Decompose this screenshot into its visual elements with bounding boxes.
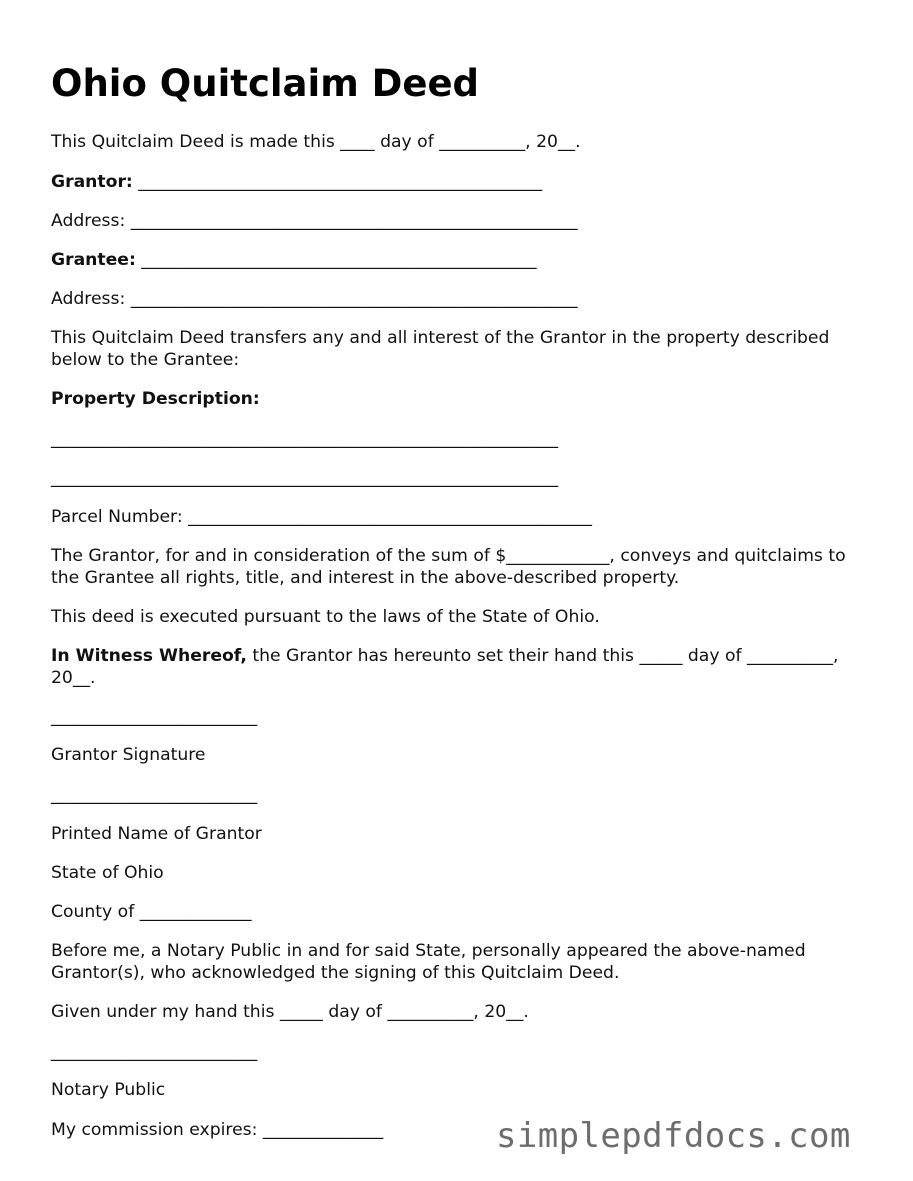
county-field[interactable]: _____________: [139, 902, 252, 922]
transfer-paragraph: This Quitclaim Deed transfers any and all interest of the Grantor in the property described below to the Grantee:: [51, 328, 830, 370]
consideration-amount-field[interactable]: ____________: [506, 546, 610, 566]
grantor-signature-label: Grantor Signature: [51, 745, 206, 765]
witness-text-mid: day of: [682, 646, 748, 666]
notary-public-label: Notary Public: [51, 1080, 166, 1100]
consideration-text-pre: The Grantor, for and in consideration of the sum of $: [51, 546, 507, 566]
printed-name-label: Printed Name of Grantor: [51, 824, 262, 844]
consideration-paragraph: [51, 545, 871, 589]
grantor-label: Grantor:: [51, 172, 133, 192]
intro-month-field[interactable]: __________: [439, 132, 526, 152]
grantee-label: Grantee:: [51, 250, 136, 270]
given-line: [51, 1001, 529, 1023]
given-text-post: , 20__.: [473, 1002, 529, 1022]
state-text: State of Ohio: [51, 863, 164, 883]
witness-paragraph: [51, 645, 871, 689]
intro-text-post: , 20__.: [525, 132, 581, 152]
grantee-address-label: Address:: [51, 289, 131, 309]
witness-lead: In Witness Whereof,: [51, 646, 247, 666]
grantor-signature-field[interactable]: ________________________: [51, 707, 258, 727]
parcel-line: [51, 506, 592, 528]
witness-text-post: , 20__.: [51, 646, 839, 688]
county-label: County of: [51, 902, 140, 922]
intro-line: [51, 131, 581, 153]
given-text-pre: Given under my hand this: [51, 1002, 280, 1022]
intro-text-pre: This Quitclaim Deed is made this: [51, 132, 341, 152]
witness-month-field[interactable]: __________: [747, 646, 833, 666]
commission-label: My commission expires:: [51, 1120, 263, 1140]
commission-line: [51, 1119, 383, 1141]
grantee-line: [51, 249, 537, 271]
grantee-address-line: [51, 288, 578, 310]
page-title: Ohio Quitclaim Deed: [51, 62, 480, 105]
commission-expiry-field[interactable]: ______________: [262, 1120, 384, 1140]
watermark: simplepdfdocs.com: [496, 1116, 851, 1156]
given-day-field[interactable]: _____: [279, 1002, 323, 1022]
notary-signature-field[interactable]: ________________________: [51, 1042, 258, 1062]
property-description-field-2[interactable]: ___________________________________________________________: [51, 468, 559, 488]
county-line: [51, 901, 251, 923]
grantor-address-line: [51, 210, 578, 232]
grantee-name-field[interactable]: ______________________________________________: [135, 250, 537, 270]
given-text-mid: day of: [322, 1002, 388, 1022]
intro-text-mid: day of: [374, 132, 440, 152]
printed-name-field[interactable]: ________________________: [51, 785, 258, 805]
property-description-field-1[interactable]: ___________________________________________________________: [51, 429, 559, 449]
witness-text-pre: the Grantor has hereunto set their hand this: [246, 646, 640, 666]
given-month-field[interactable]: __________: [387, 1002, 474, 1022]
grantor-name-field[interactable]: _______________________________________________: [132, 172, 543, 192]
grantee-address-field[interactable]: ____________________________________________________: [130, 289, 578, 309]
parcel-number-field[interactable]: _______________________________________________: [188, 507, 592, 527]
grantor-address-field[interactable]: ____________________________________________________: [130, 211, 578, 231]
consideration-text-post: , conveys and quitclaims to the Grantee all rights, title, and interest in the above-described property.: [51, 546, 846, 588]
notary-paragraph: Before me, a Notary Public in and for said State, personally appeared the above-named Grantor(s), who acknowledged the signing of this Quitclaim Deed.: [51, 941, 806, 983]
grantor-line: [51, 171, 542, 193]
property-description-heading: Property Description:: [51, 389, 260, 409]
witness-day-field[interactable]: _____: [639, 646, 683, 666]
intro-day-field[interactable]: ____: [340, 132, 375, 152]
law-text: This deed is executed pursuant to the laws of the State of Ohio.: [51, 607, 600, 627]
grantor-address-label: Address:: [51, 211, 131, 231]
parcel-label: Parcel Number:: [51, 507, 189, 527]
